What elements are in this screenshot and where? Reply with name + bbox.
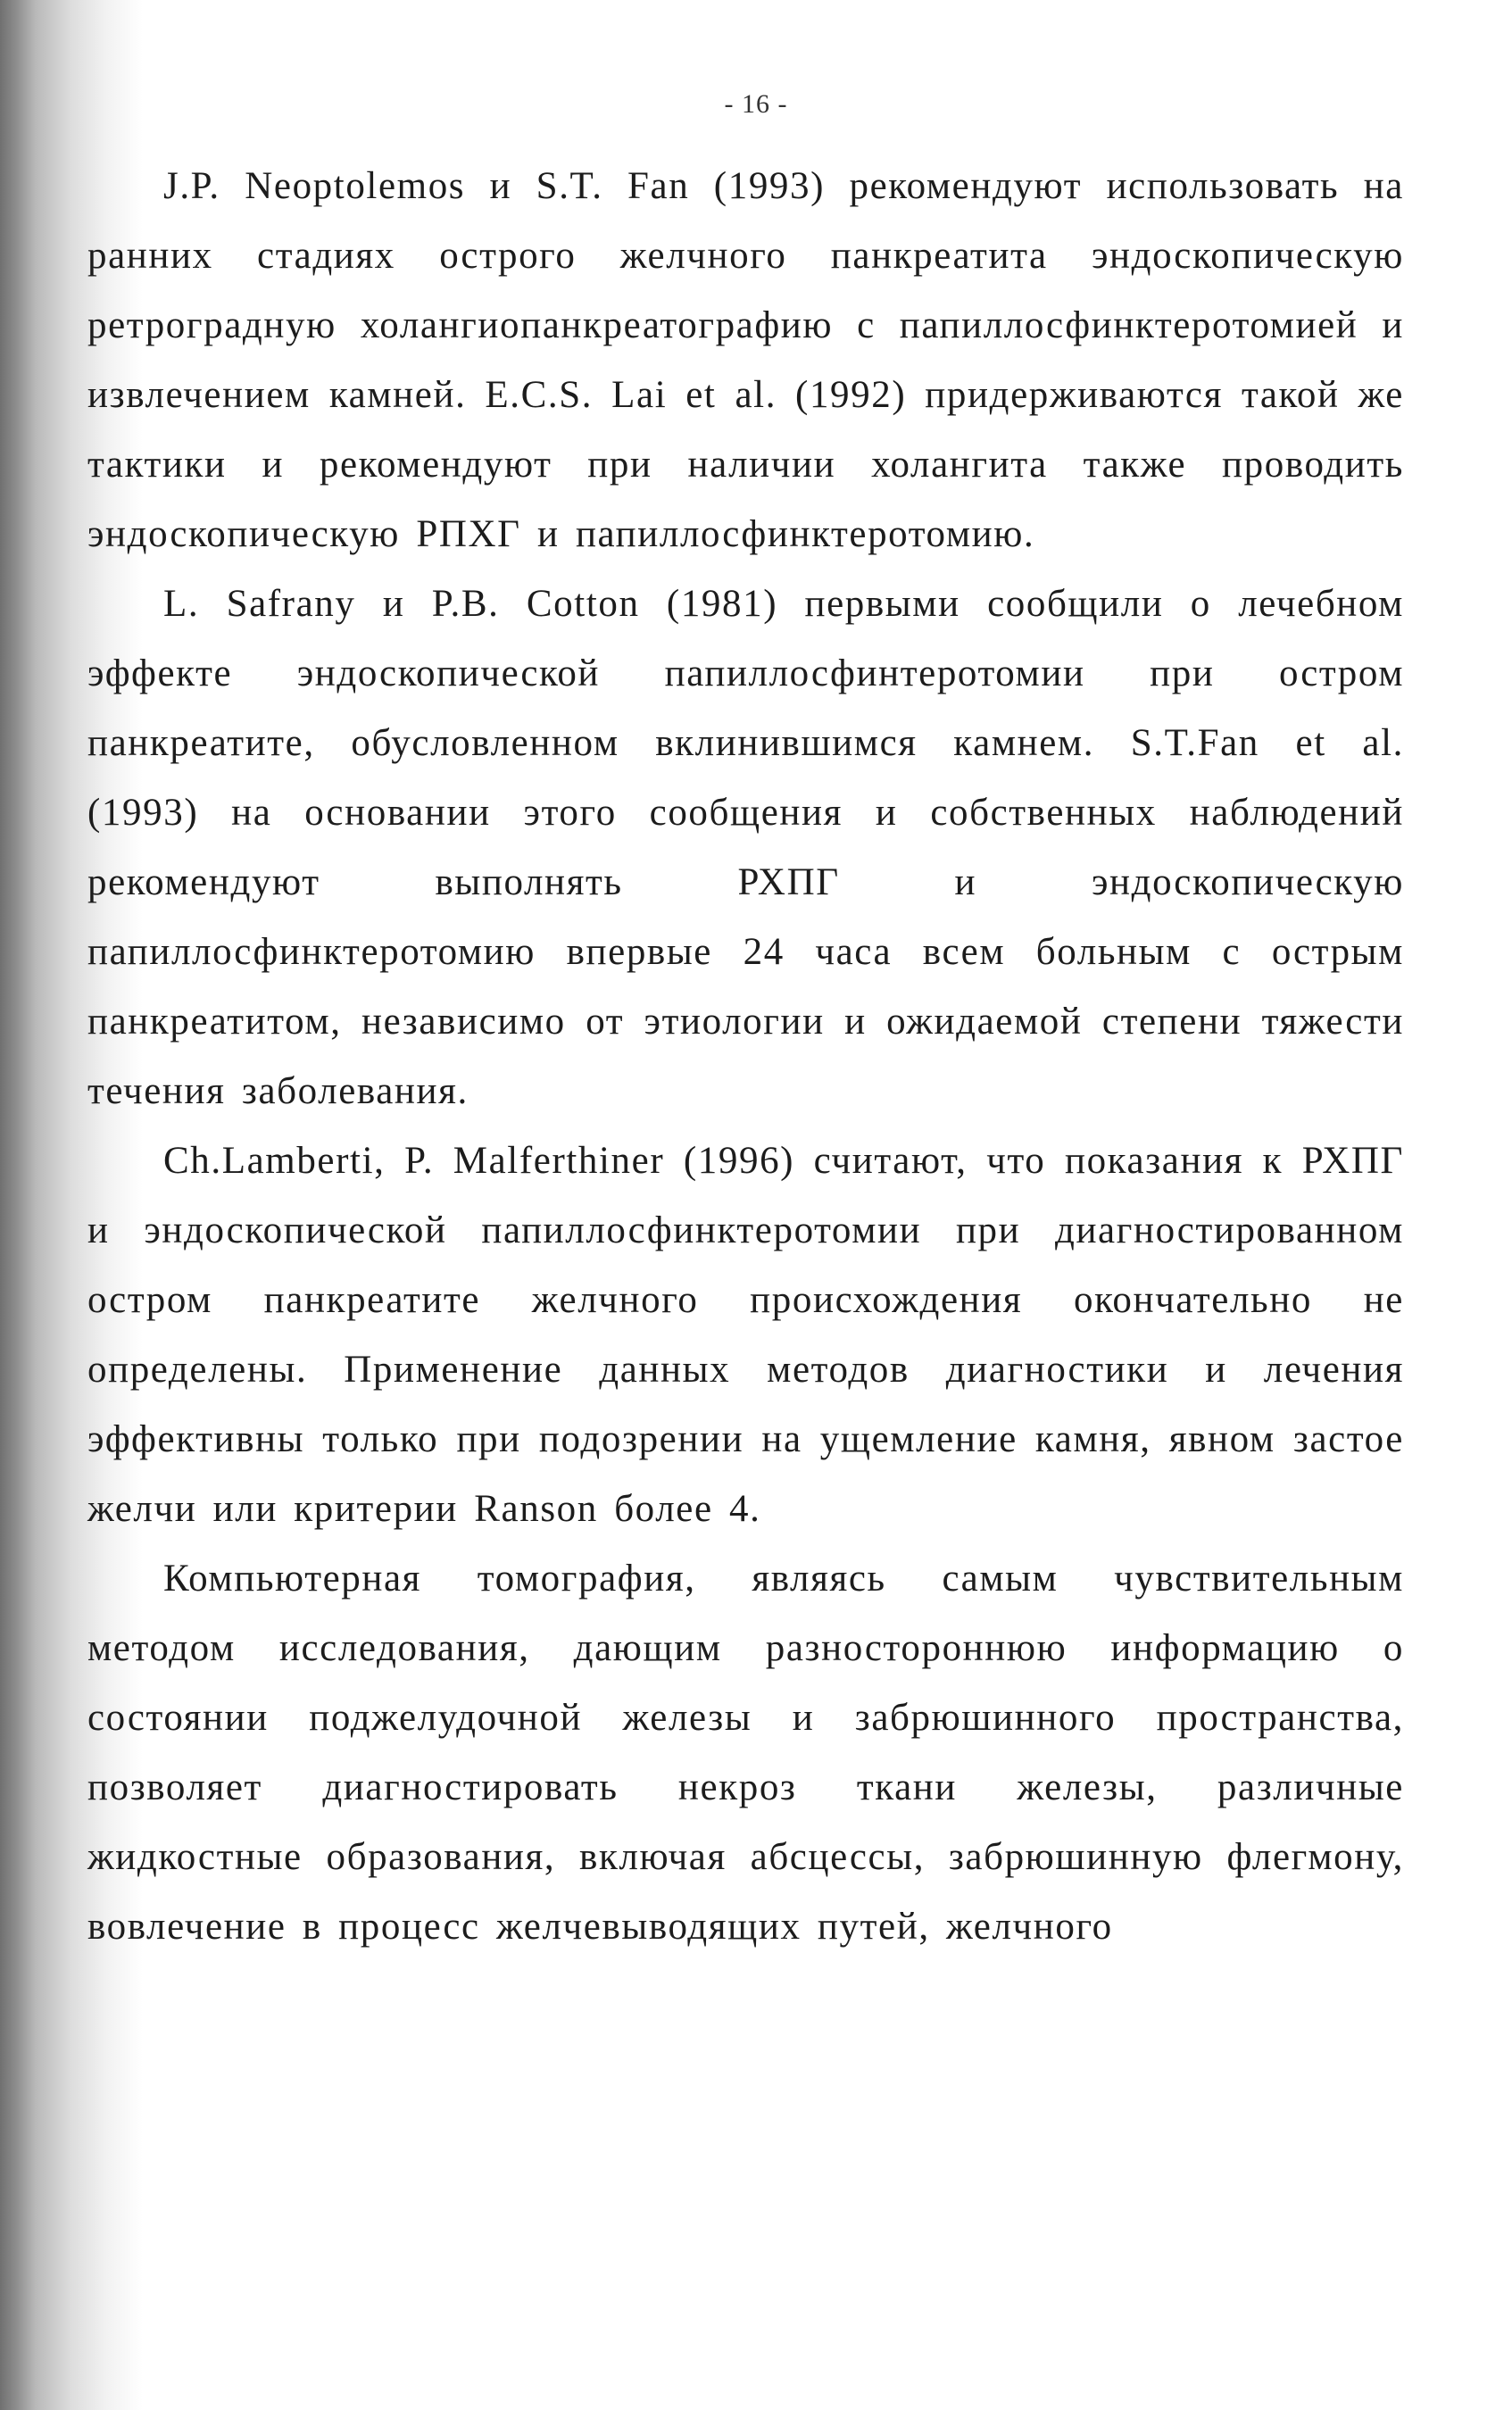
paragraph-lamberti: Ch.Lamberti, P. Malferthiner (1996) считают, что показания к РХПГ и эндоскопической папиллосфинктеротомии при диагностированном остром панкреатите желчного происхождения окончательно не определены. Применение данных методов диагностики и лечения эффективны только при подозрении на ущемление камня, явном застое желчи или критерии Ranson более 4. (87, 1140, 1404, 1530)
paragraph-tomography: Компьютерная томография, являясь самым чувствительным методом исследования, дающим разностороннюю информацию о состоянии поджелудочной железы и забрюшинного пространства, позволяет диагностировать некроз ткани железы, различные жидкостные образования, включая абсцессы, забрюшинную флегмону, вовлечение в процесс желчевыводящих путей, желчного (87, 1558, 1404, 1948)
page-number: - 16 - (724, 89, 788, 119)
page-body (87, 152, 1404, 1962)
paragraph-neoptolemos: J.P. Neoptolemos и S.T. Fan (1993) рекомендуют использовать на ранних стадиях острого желчного панкреатита эндоскопическую ретроградную холангиопанкреатографию с папиллосфинктеротомией и извлечением камней. E.C.S. Lai et al. (1992) придерживаются такой же тактики и рекомендуют при наличии холангита также проводить эндоскопическую РПХГ и папиллосфинктеротомию. (87, 165, 1404, 555)
paragraph-safrany: L. Safrany и P.B. Cotton (1981) первыми сообщили о лечебном эффекте эндоскопической папиллосфинтеротомии при остром панкреатите, обусловленном вклинившимся камнем. S.T.Fan et al. (1993) на основании этого сообщения и собственных наблюдений рекомендуют выполнять РХПГ и эндоскопическую папиллосфинктеротомию впервые 24 часа всем больным с острым панкреатитом, независимо от этиологии и ожидаемой степени тяжести течения заболевания. (87, 583, 1404, 1112)
